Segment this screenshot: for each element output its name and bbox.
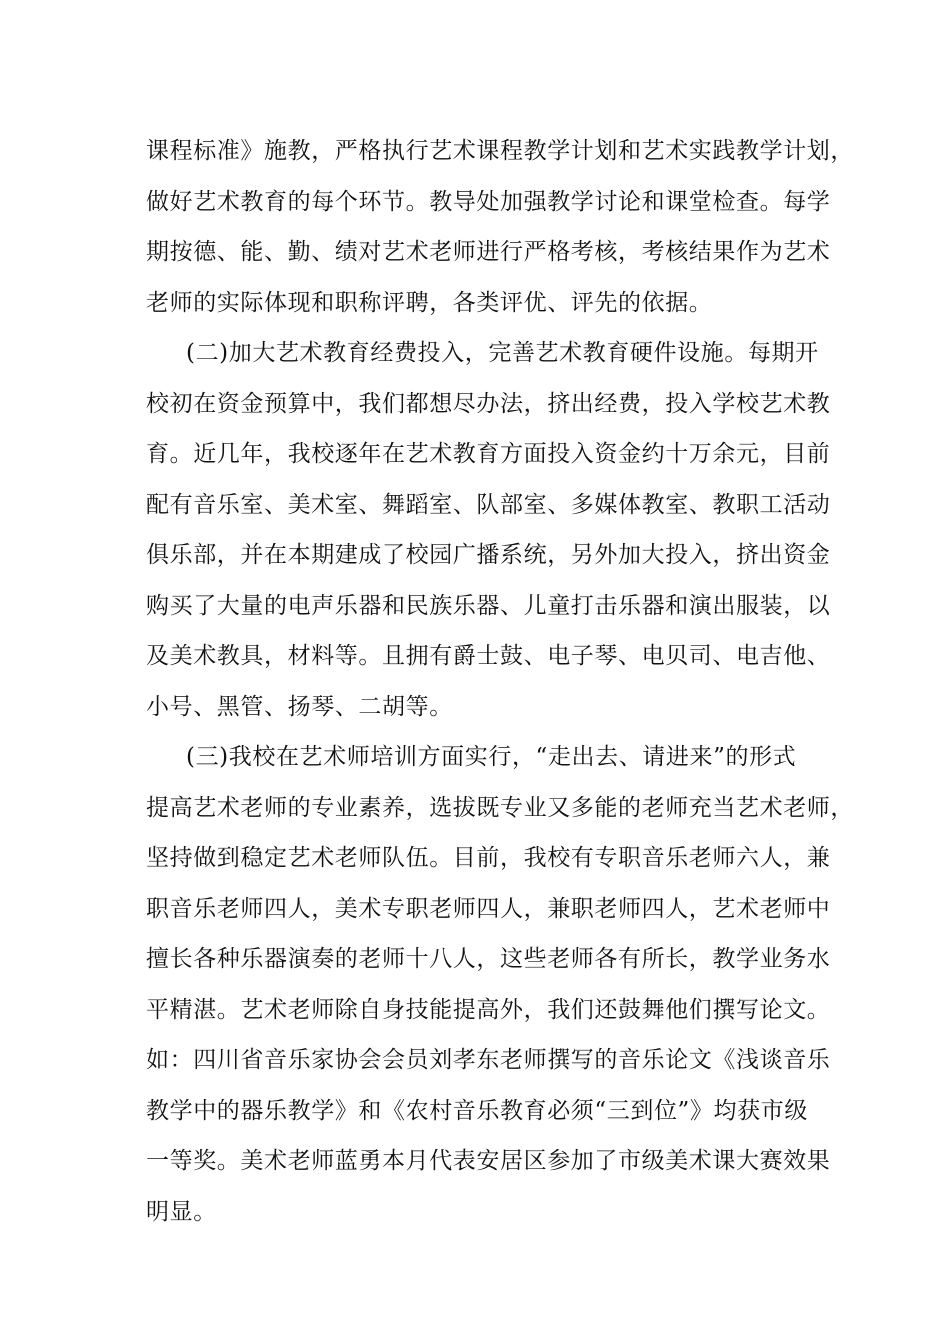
text-line: 老师的实际体现和职称评聘，各类评优、评先的依据。 — [146, 289, 713, 316]
text-line: 及美术教具，材料等。且拥有爵士鼓、电子琴、电贝司、电吉他、 — [146, 643, 831, 669]
text-line: 教学中的器乐教学》和《农村音乐教育必须“三到位”》均获市级 — [146, 1097, 808, 1124]
text-line: 一等奖。美术老师蓝勇本月代表安居区参加了市级美术课大赛效果 — [146, 1148, 831, 1174]
text-line: 配有音乐室、美术室、舞蹈室、队部室、多媒体教室、教职工活动 — [146, 491, 831, 518]
text-line: 平精湛。艺术老师除自身技能提高外，我们还鼓舞他们撰写论文。 — [146, 996, 831, 1023]
text-line: 坚持做到稳定艺术老师队伍。目前，我校有专职音乐老师六人，兼 — [146, 845, 831, 871]
text-line: 课程标准》施教，严格执行艺术课程教学计划和艺术实践教学计划， — [146, 138, 854, 164]
paragraph-2-first-line: (二)加大艺术教育经费投入，完善艺术教育硬件设施。每期开 — [186, 340, 819, 366]
text-line: 如：四川省音乐家协会会员刘孝东老师撰写的音乐论文《浅谈音乐 — [146, 1047, 831, 1073]
paragraph-3-first-line: (三)我校在艺术师培训方面实行，“走出去、请进来”的形式 — [186, 744, 797, 770]
text-line: 职音乐老师四人，美术专职老师四人，兼职老师四人，艺术老师中 — [146, 895, 831, 922]
text-line: 擅长各种乐器演奏的老师十八人，这些老师各有所长，教学业务水 — [146, 946, 831, 972]
text-line: 明显。 — [146, 1198, 217, 1225]
text-line: 校初在资金预算中，我们都想尽办法，挤出经费，投入学校艺术教 — [146, 390, 831, 417]
text-line: 期按德、能、勤、绩对艺术老师进行严格考核，考核结果作为艺术 — [146, 239, 831, 265]
text-line: 俱乐部，并在本期建成了校园广播系统，另外加大投入，挤出资金 — [146, 542, 831, 568]
text-line: 购买了大量的电声乐器和民族乐器、儿童打击乐器和演出服装，以 — [146, 592, 831, 619]
text-line: 育。近几年，我校逐年在艺术教育方面投入资金约十万余元，目前 — [146, 441, 831, 467]
text-line: 做好艺术教育的每个环节。教导处加强教学讨论和课堂检查。每学 — [146, 188, 831, 215]
text-line: 提高艺术老师的专业素养，选拔既专业又多能的老师充当艺术老师， — [146, 794, 854, 821]
text-line: 小号、黑管、扬琴、二胡等。 — [146, 693, 453, 720]
document-body — [146, 126, 854, 1237]
